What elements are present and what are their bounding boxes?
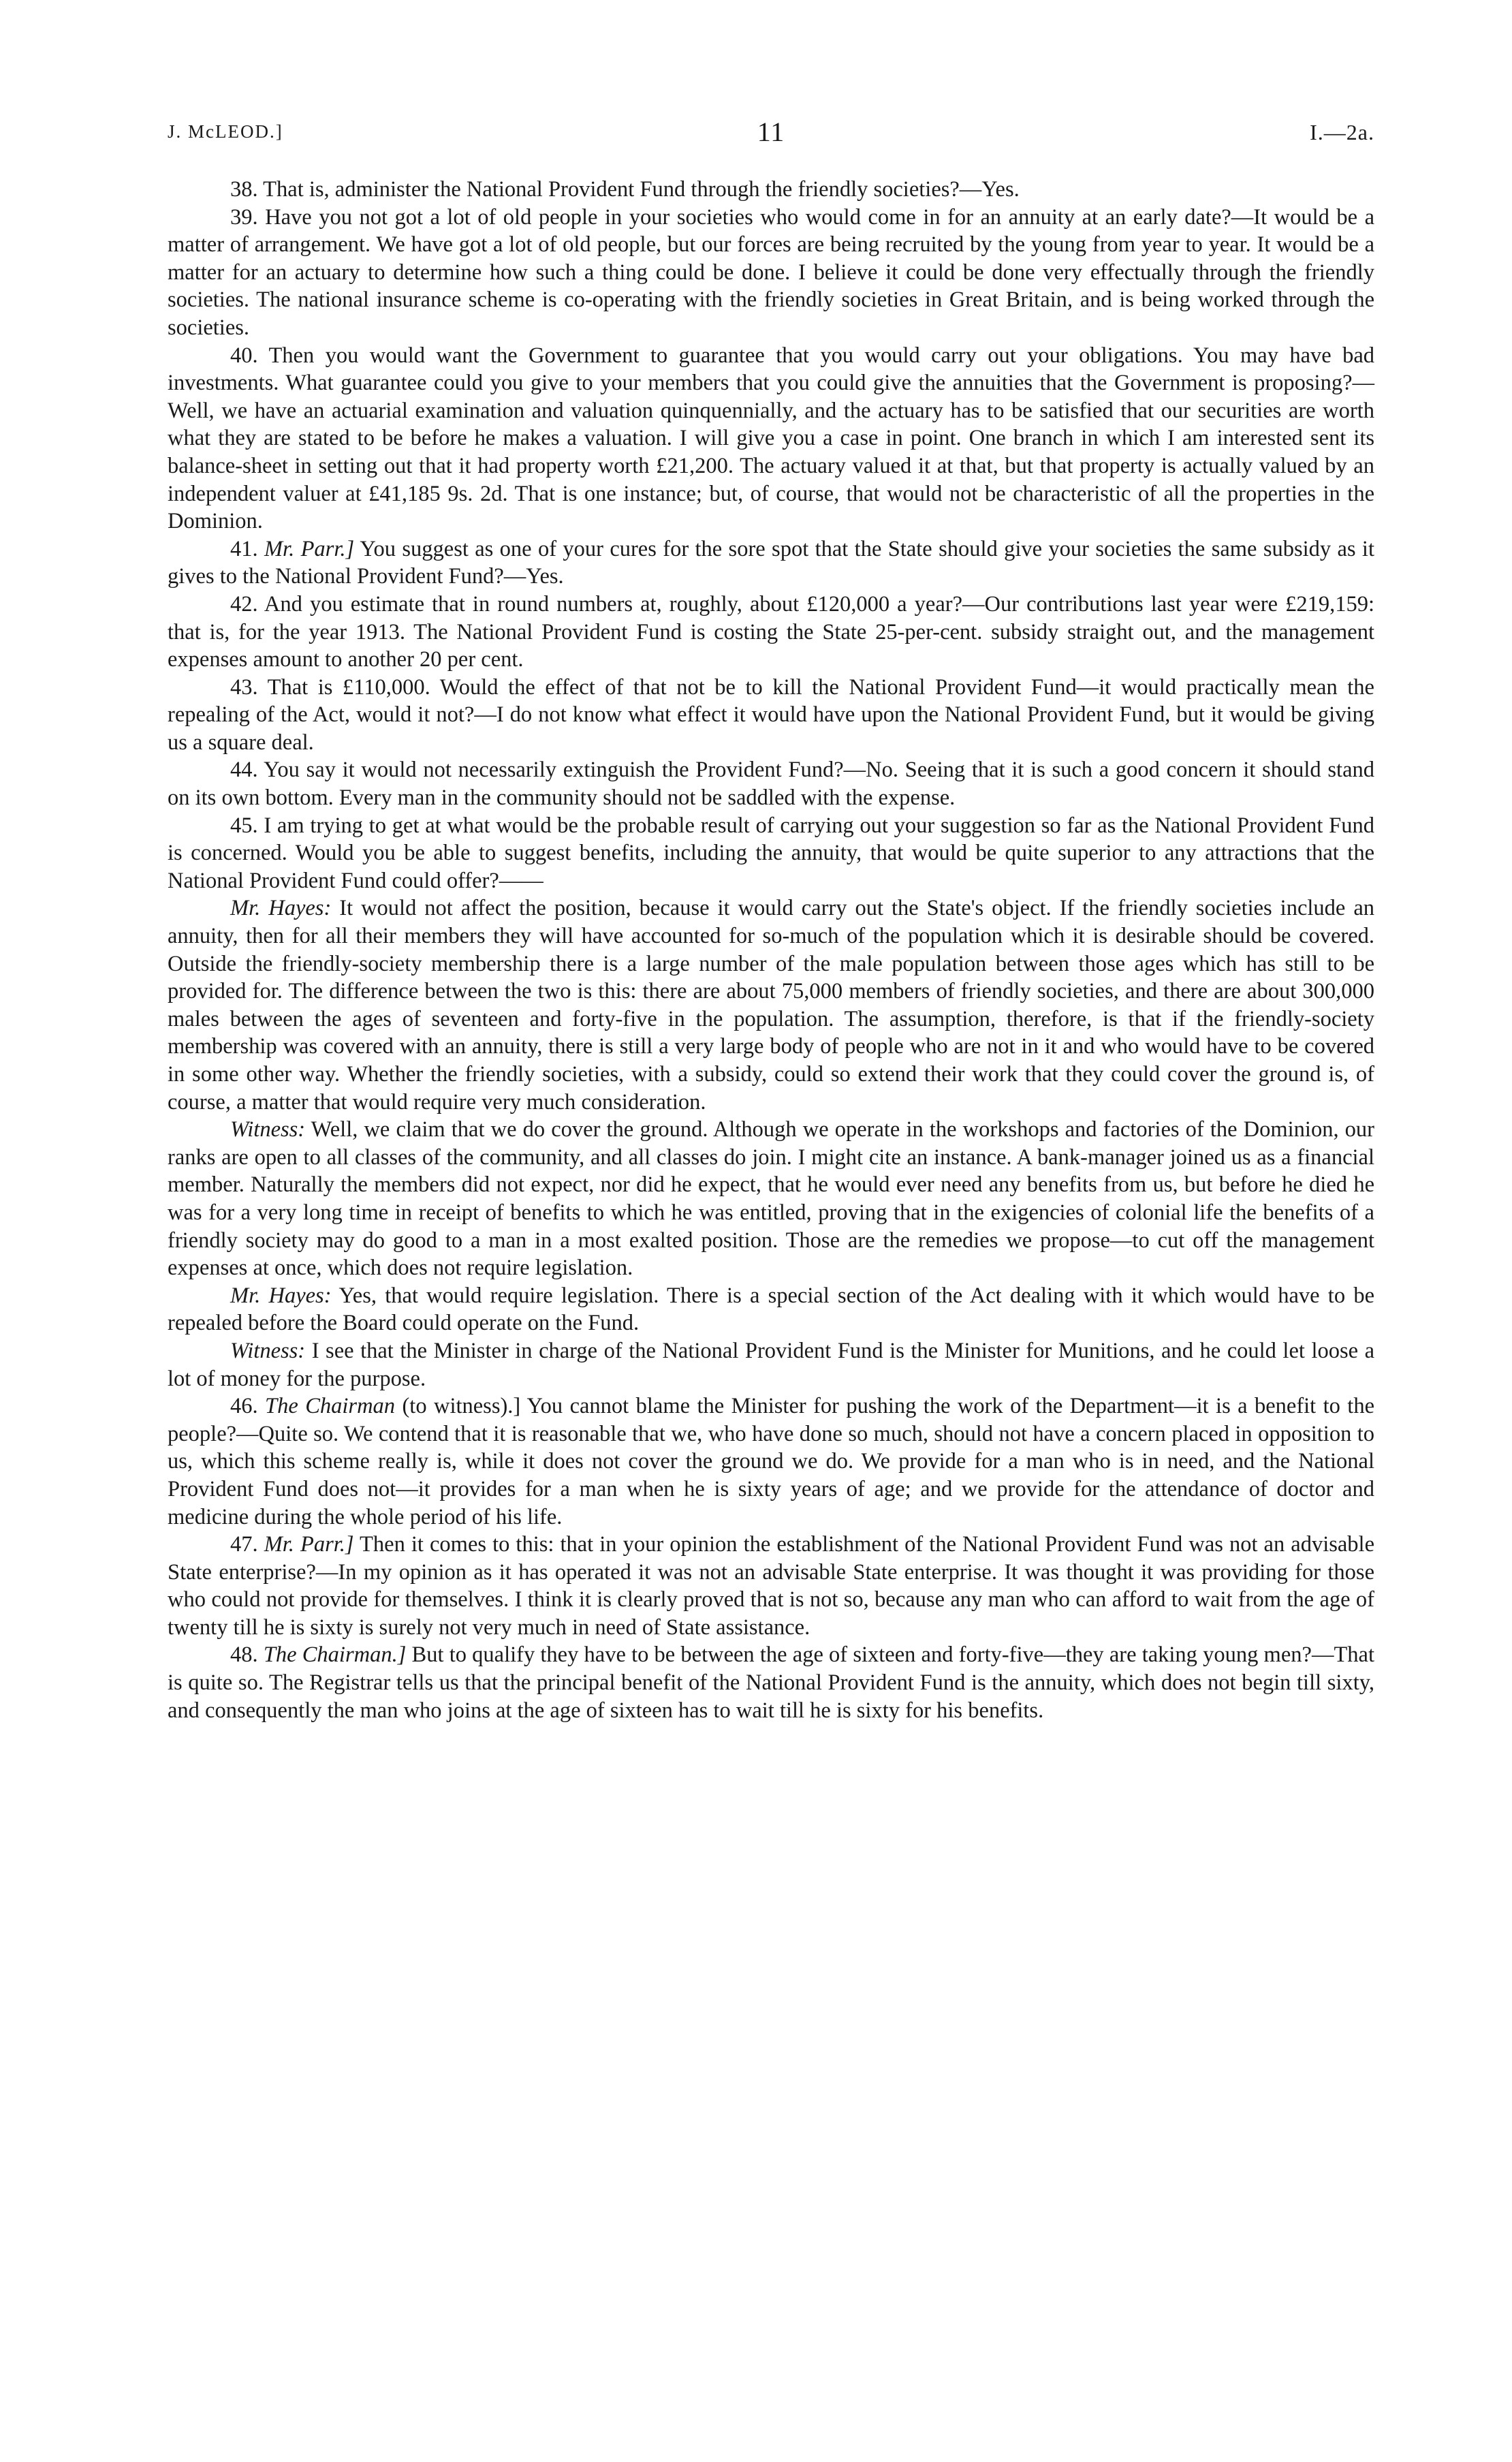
paragraph-41: 41. Mr. Parr.] You suggest as one of your cures for the sore spot that the State should give your societies the same subsidy as it gives to the National Provident Fund?—Yes. [168, 536, 1374, 589]
document-page [168, 116, 1374, 1724]
paragraph-39: 39. Have you not got a lot of old people in your societies who would come in for an annuity at an early date?—It would be a matter of arrangement. We have got a lot of old people, but our forces are being recruited by the young from year to year. It would be a matter for an actuary to determine how such a thing could be done. I believe it could be done very effectually through the friendly societies. The national insurance scheme is co-operating with the friendly societies in Great Britain, and is being worked through the societies. [168, 204, 1374, 340]
speaker-label: Mr. Parr.] [264, 1532, 354, 1557]
paper-reference: I.—2a. [1310, 120, 1374, 144]
paragraph-42: 42. And you estimate that in round numbers at, roughly, about £120,000 a year?—Our contributions last year were £219,159: that is, for the year 1913. The National Provident Fund is costing the State 25-per-cent. subsidy straight out, and the management expenses amount to another 20 per cent. [168, 591, 1374, 672]
paragraph-43: 43. That is £110,000. Would the effect of that not be to kill the National Provident Fund—it would practically mean the repealing of the Act, would it not?—I do not know what effect it would have upon the National Provident Fund, but it would be giving us a square deal. [168, 674, 1374, 755]
witness-name: J. McLEOD.] [168, 121, 283, 142]
paragraph-hayes-2: Mr. Hayes: Yes, that would require legislation. There is a special section of the Act dealing with it which would have to be repealed before the Board could operate on the Fund. [168, 1283, 1374, 1336]
speaker-label: Witness: [230, 1117, 306, 1142]
paragraph-46: 46. The Chairman (to witness).] You cannot blame the Minister for pushing the work of the Department—it is a benefit to the people?—Quite so. We contend that it is reasonable that we, who have done so much, should not have a concern placed in opposition to us, which this scheme really is, while it does not cover the ground we do. We provide for a man who is in need, and the National Provident Fund does not—it provides for a man when he is sixty years of age; and we provide for the attendance of doctor and medicine during the whole period of his life. [168, 1394, 1375, 1529]
paragraph-44: 44. You say it would not necessarily extinguish the Provident Fund?—No. Seeing that it is such a good concern it should stand on its own bottom. Every man in the community should not be saddled with the expense. [168, 758, 1374, 811]
speaker-label: The Chairman [265, 1394, 396, 1419]
page-header [168, 116, 1374, 157]
paragraph-40: 40. Then you would want the Government to guarantee that you would carry out your obligations. You may have bad investments. What guarantee could you give to your members that you could give the annuities that the Government is proposing?—Well, we have an actuarial examination and valuation quinquennially, and the actuary has to be satisfied that our securities are worth what they are stated to be before he makes a valuation. I will give you a case in point. One branch in which I am interested sent its balance-sheet in setting out that it had property worth £21,200. The actuary valued it at that, but that property is actually valued by an independent valuer at £41,185 9s. 2d. That is one instance; but, of course, that would not be characteristic of all the properties in the Dominion. [168, 343, 1374, 534]
speaker-label: Mr. Hayes: [230, 1283, 332, 1308]
speaker-label: Mr. Hayes: [230, 896, 332, 921]
document-body [168, 176, 1374, 1724]
paragraph-hayes-1: Mr. Hayes: It would not affect the position, because it would carry out the State's object. If the friendly societies include an annuity, then for all their members they will have accounted for so-much of the population which it is desirable should be covered. Outside the friendly-society membership there is a large number of the male population between those ages which has still to be provided for. The difference between the two is this: there are about 75,000 members of friendly societies, and there are about 300,000 males between the ages of seventeen and forty-five in the population. The assumption, therefore, is that if the friendly-society membership was covered with an annuity, there is still a very large body of people who are not in it and who would have to be covered in some other way. Whether the friendly societies, with a subsidy, could so extend their work that they could cover the ground is, of course, a matter that would require very much consideration. [168, 896, 1374, 1115]
paragraph-witness-1: Witness: Well, we claim that we do cover the ground. Although we operate in the workshops and factories of the Dominion, our ranks are open to all classes of the community, and all classes do join. I might cite an instance. A bank-manager joined us as a financial member. Naturally the members did not expect, nor did he expect, that he would ever need any benefits from us, but before he died he was for a very long time in receipt of benefits to which he was entitled, proving that in the exigencies of colonial life the benefits of a friendly society may do good to a man in a most exalted position. Those are the remedies we propose—to cut off the management expenses at once, which does not require legislation. [168, 1117, 1374, 1281]
speaker-label: Mr. Parr.] [264, 536, 355, 561]
page-number: 11 [757, 116, 785, 147]
speaker-label: Witness: [230, 1338, 306, 1363]
paragraph-38: 38. That is, administer the National Provident Fund through the friendly societies?—Yes. [230, 177, 1020, 202]
paragraph-47: 47. Mr. Parr.] Then it comes to this: that in your opinion the establishment of the National Provident Fund was not an advisable State enterprise?—In my opinion as it has operated it was not an advisable State enterprise. It was thought it was providing for those who could not provide for themselves. I think it is clearly proved that is not so, because any man who can afford to wait from the age of twenty till he is sixty is surely not very much in need of State assistance. [168, 1532, 1375, 1640]
speaker-label: The Chairman.] [263, 1642, 407, 1668]
paragraph-witness-2: Witness: I see that the Minister in charge of the National Provident Fund is the Minister for Munitions, and he could let loose a lot of money for the purpose. [168, 1338, 1375, 1391]
paragraph-45: 45. I am trying to get at what would be the probable result of carrying out your suggestion so far as the National Provident Fund is concerned. Would you be able to suggest benefits, including the annuity, that would be quite superior to any attractions that the National Provident Fund could offer?—— [168, 813, 1375, 893]
paragraph-48: 48. The Chairman.] But to qualify they have to be between the age of sixteen and forty-five—they are taking young men?—That is quite so. The Registrar tells us that the principal benefit of the National Provident Fund is the annuity, which does not begin till sixty, and consequently the man who joins at the age of sixteen has to wait till he is sixty for his benefits. [168, 1642, 1374, 1723]
